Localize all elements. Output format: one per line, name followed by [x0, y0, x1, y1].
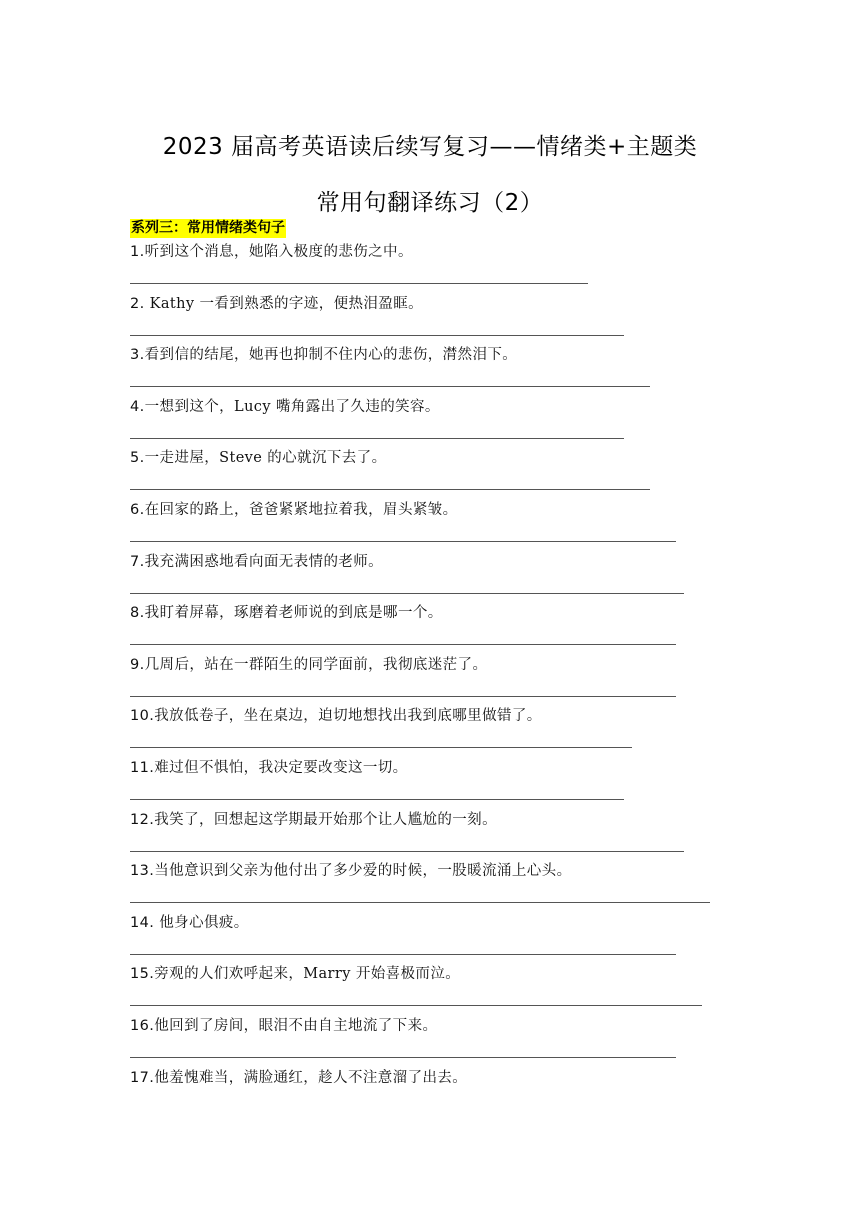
- exercise-sentence: [130, 1067, 467, 1089]
- answer-blank-line[interactable]: [130, 851, 684, 852]
- exercise-item: [130, 1015, 730, 1067]
- answer-blank-line[interactable]: [130, 902, 710, 903]
- exercise-text: 旁观的人们欢呼起来，Marry 开始喜极而泣。: [154, 966, 461, 983]
- exercise-text: 一走进屋，Steve 的心就沉下去了。: [144, 450, 387, 467]
- exercise-text: 在回家的路上，爸爸紧紧地拉着我，眉头紧皱。: [144, 501, 458, 518]
- exercise-text: 我充满困惑地看向面无表情的老师。: [144, 553, 384, 570]
- exercise-item: [130, 705, 730, 757]
- exercise-number: 4.: [130, 398, 145, 415]
- exercise-item: [130, 860, 730, 912]
- exercise-text: 难过但不惧怕，我决定要改变这一切。: [154, 759, 408, 776]
- exercise-item: [130, 602, 730, 654]
- exercise-sentence: [130, 447, 386, 469]
- exercise-sentence: [130, 602, 443, 624]
- exercise-number: 13.: [130, 863, 155, 880]
- answer-blank-line[interactable]: [130, 386, 650, 387]
- exercise-sentence: [130, 757, 408, 779]
- exercise-item: [130, 1067, 730, 1119]
- exercise-text: 当他意识到父亲为他付出了多少爱的时候，一股暖流涌上心头。: [154, 863, 572, 880]
- exercise-text: 我笑了，回想起这学期最开始那个让人尴尬的一刻。: [154, 811, 497, 828]
- answer-blank-line[interactable]: [130, 335, 624, 336]
- exercise-sentence: [130, 963, 460, 985]
- exercise-number: 1.: [130, 244, 145, 260]
- exercise-sentence: [130, 344, 517, 366]
- exercise-text: Kathy 一看到熟悉的字迹，便热泪盈眶。: [149, 295, 423, 312]
- exercise-sentence: [130, 860, 571, 882]
- answer-blank-line[interactable]: [130, 541, 676, 542]
- answer-blank-line[interactable]: [130, 283, 588, 284]
- exercise-sentence: [130, 1015, 437, 1037]
- exercise-sentence: [130, 551, 383, 573]
- answer-blank-line[interactable]: [130, 696, 676, 697]
- answer-blank-line[interactable]: [130, 593, 684, 594]
- exercise-text: 我盯着屏幕，琢磨着老师说的到底是哪一个。: [144, 605, 443, 622]
- exercise-item: [130, 344, 730, 396]
- exercise-item: [130, 396, 730, 448]
- exercise-sentence: [130, 396, 440, 418]
- document-title-line-2: 常用句翻译练习（2）: [316, 190, 544, 216]
- exercise-sentence: [130, 499, 458, 521]
- answer-blank-line[interactable]: [130, 644, 676, 645]
- answer-blank-line[interactable]: [130, 1005, 702, 1006]
- exercise-item: [130, 241, 730, 293]
- exercise-item: [130, 912, 730, 964]
- exercise-number: 2.: [130, 295, 150, 312]
- exercise-number: 10.: [130, 708, 155, 725]
- exercise-item: [130, 757, 730, 809]
- answer-blank-line[interactable]: [130, 747, 632, 748]
- exercise-text: 他身心俱疲。: [159, 914, 249, 931]
- exercise-text: 看到信的结尾，她再也抑制不住内心的悲伤，潸然泪下。: [144, 347, 518, 364]
- answer-blank-line[interactable]: [130, 1057, 676, 1058]
- exercise-text: 他回到了房间，眼泪不由自主地流了下来。: [154, 1017, 438, 1034]
- exercise-item: [130, 551, 730, 603]
- exercise-number: 6.: [130, 501, 145, 518]
- series-heading: 系列三：常用情绪类句子: [131, 220, 285, 236]
- exercise-item: [130, 499, 730, 551]
- exercise-sentence: [130, 654, 487, 676]
- exercise-item: [130, 447, 730, 499]
- document-title-line-1: 2023 届高考英语读后续写复习——情绪类+主题类: [162, 134, 698, 160]
- exercise-item: [130, 293, 730, 345]
- answer-blank-line[interactable]: [130, 954, 676, 955]
- exercise-sentence: [130, 809, 497, 831]
- answer-blank-line[interactable]: [130, 489, 650, 490]
- exercise-text: 我放低卷子，坐在桌边，迫切地想找出我到底哪里做错了。: [154, 708, 542, 725]
- exercise-number: 5.: [130, 450, 145, 467]
- exercise-number: 11.: [130, 759, 155, 776]
- exercise-sentence: [130, 912, 249, 934]
- answer-blank-line[interactable]: [130, 799, 624, 800]
- exercise-number: 16.: [130, 1017, 155, 1034]
- exercise-number: 7.: [130, 553, 145, 570]
- exercise-item: [130, 654, 730, 706]
- exercise-text: 一想到这个，Lucy 嘴角露出了久违的笑容。: [144, 398, 440, 415]
- exercise-number: 14.: [130, 914, 160, 931]
- exercise-number: 3.: [130, 347, 145, 364]
- exercise-text: 听到这个消息，她陷入极度的悲伤之中。: [144, 244, 413, 260]
- exercise-number: 17.: [130, 1069, 155, 1086]
- exercise-sentence: [130, 705, 542, 727]
- exercise-number: 12.: [130, 811, 155, 828]
- exercise-sentence: [130, 241, 413, 263]
- exercise-sentence: [130, 293, 423, 315]
- exercise-item: [130, 809, 730, 861]
- answer-blank-line[interactable]: [130, 438, 624, 439]
- exercise-number: 15.: [130, 966, 155, 983]
- exercise-text: 几周后，站在一群陌生的同学面前，我彻底迷茫了。: [144, 656, 488, 673]
- exercise-number: 8.: [130, 605, 145, 622]
- exercise-number: 9.: [130, 656, 145, 673]
- exercise-item: [130, 963, 730, 1015]
- exercise-list: [130, 241, 730, 1118]
- exercise-text: 他羞愧难当，满脸通红，趁人不注意溜了出去。: [154, 1069, 468, 1086]
